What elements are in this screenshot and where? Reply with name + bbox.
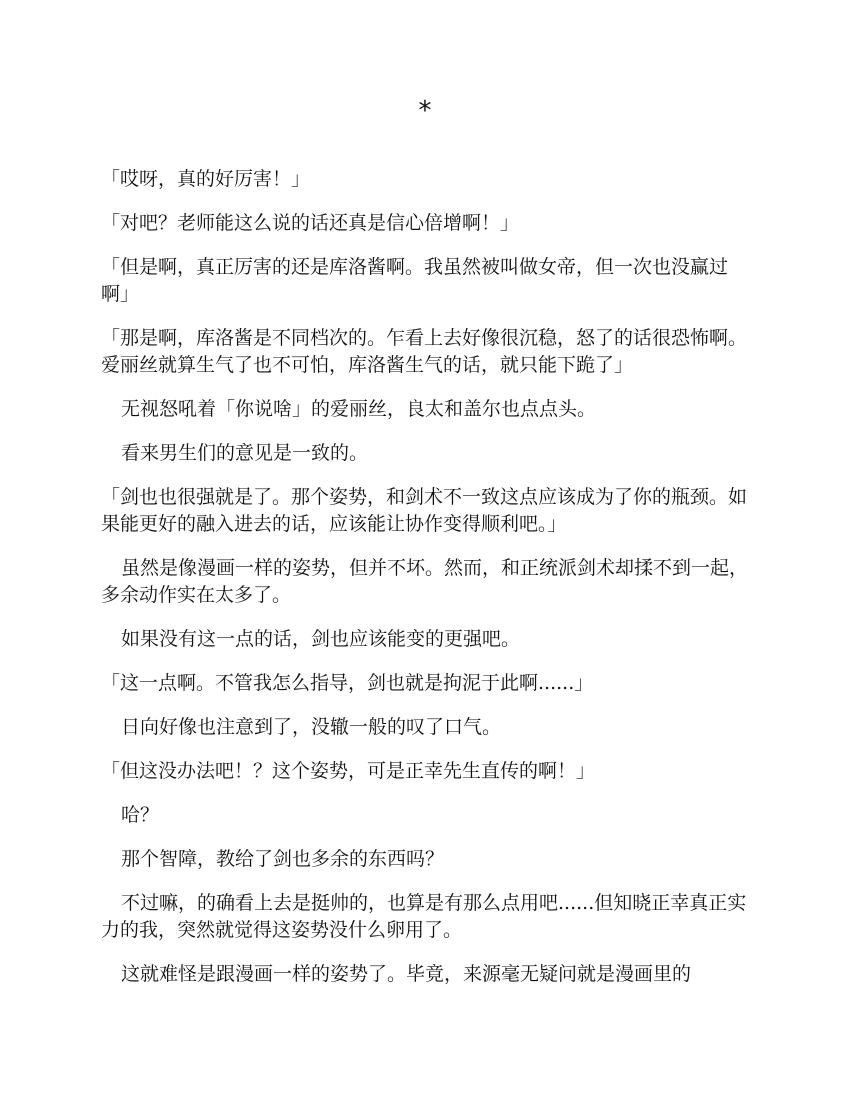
dialogue-paragraph: 「但这没办法吧！？这个姿势，可是正幸先生直传的啊！」 (101, 760, 596, 782)
dialogue-paragraph: 「哎呀，真的好厉害！」 (101, 168, 311, 190)
dialogue-paragraph: 「那是啊，库洛酱是不同档次的。乍看上去好像很沉稳，怒了的话很恐怖啊。爱丽丝就算生气了也不可怕，库洛酱生气的话，就只能下跪了」 (101, 327, 748, 376)
narration-paragraph: 虽然是像漫画一样的姿势，但并不坏。然而，和正统派剑术却揉不到一起，多余动作实在太多了。 (101, 557, 749, 606)
narration-paragraph: 看来男生们的意见是一致的。 (121, 442, 369, 464)
document-page (101, 96, 749, 1005)
narration-paragraph: 那个智障，教给了剑也多余的东西吗？ (121, 848, 445, 870)
scene-separator: * (417, 96, 433, 126)
narration-paragraph: 无视怒吼着「你说啥」的爱丽丝，良太和盖尔也点点头。 (121, 398, 597, 420)
dialogue-paragraph: 「对吧？老师能这么说的话还真是信心倍增啊！」 (101, 212, 520, 234)
dialogue-paragraph: 「这一点啊。不管我怎么指导，剑也就是拘泥于此啊......」 (101, 672, 594, 694)
paragraph-list (101, 166, 749, 988)
dialogue-paragraph: 「但是啊，真正厉害的还是库洛酱啊。我虽然被叫做女帝，但一次也没赢过啊」 (101, 256, 729, 305)
narration-paragraph: 哈？ (121, 804, 160, 826)
narration-paragraph: 这就难怪是跟漫画一样的姿势了。毕竟，来源毫无疑问就是漫画里的 (121, 963, 692, 985)
dialogue-paragraph: 「剑也也很强就是了。那个姿势，和剑术不一致这点应该成为了你的瓶颈。如果能更好的融入进去的话，应该能让协作变得顺利吧。」 (101, 486, 748, 535)
narration-paragraph: 不过嘛，的确看上去是挺帅的，也算是有那么点用吧......但知晓正幸真正实力的我，突然就觉得这姿势没什么卵用了。 (101, 892, 747, 941)
narration-paragraph: 如果没有这一点的话，剑也应该能变的更强吧。 (121, 628, 521, 650)
narration-paragraph: 日向好像也注意到了，没辙一般的叹了口气。 (121, 716, 502, 738)
